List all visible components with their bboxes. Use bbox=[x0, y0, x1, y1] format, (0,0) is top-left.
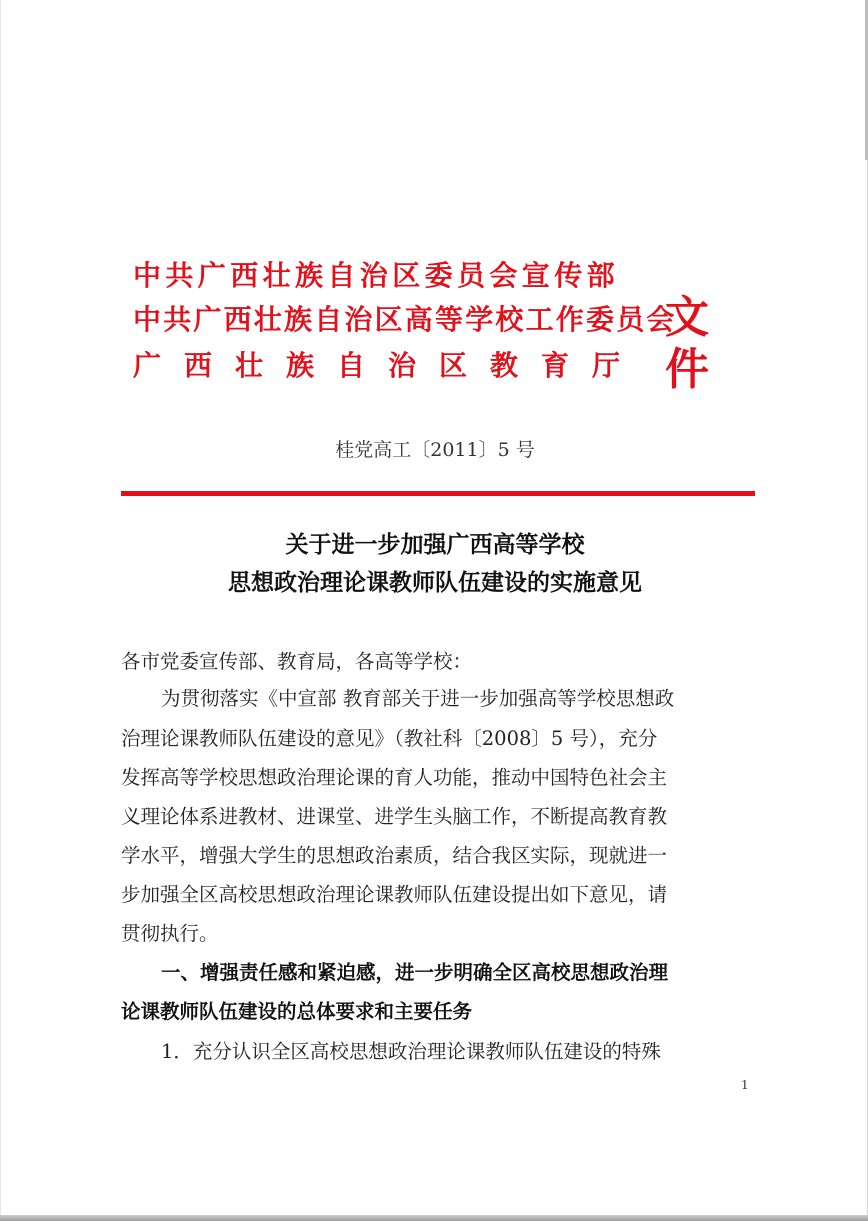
authority-publicity-dept: 中共广西壮族自治区委员会宣传部 bbox=[133, 259, 620, 292]
paragraph-line: 贯彻执行。 bbox=[121, 922, 219, 945]
paragraph-line: 步加强全区高校思想政治理论课教师队伍建设提出如下意见，请 bbox=[121, 883, 668, 906]
paragraph-line: 发挥高等学校思想政治理论课的育人功能，推动中国特色社会主 bbox=[121, 766, 668, 789]
paragraph-line: 为贯彻落实《中宣部 教育部关于进一步加强高等学校思想政 bbox=[161, 687, 675, 710]
page-number: 1 bbox=[741, 1078, 749, 1092]
authority-university-committee: 中共广西壮族自治区高等学校工作委员会 bbox=[133, 303, 677, 336]
authority-education-dept: 广西壮族自治区教育厅 bbox=[133, 349, 644, 382]
list-item: 1．充分认识全区高校思想政治理论课教师队伍建设的特殊 bbox=[161, 1040, 661, 1063]
document-title-line2: 思想政治理论课教师队伍建设的实施意见 bbox=[228, 569, 642, 596]
addressee: 各市党委宣传部、教育局，各高等学校： bbox=[121, 650, 473, 673]
document-label: 文件 bbox=[665, 292, 713, 395]
document-title-line1: 关于进一步加强广西高等学校 bbox=[285, 531, 585, 558]
paragraph-line: 义理论体系进教材、进课堂、进学生头脑工作，不断提高教育教 bbox=[121, 805, 668, 828]
section-heading-line: 论课教师队伍建设的总体要求和主要任务 bbox=[121, 1000, 473, 1023]
document-number: 桂党高工〔2011〕5 号 bbox=[335, 439, 535, 461]
issuing-authorities-header bbox=[133, 256, 758, 395]
section-heading-line: 一、增强责任感和紧迫感，进一步明确全区高校思想政治理 bbox=[161, 961, 669, 984]
paragraph-line: 学水平，增强大学生的思想政治素质，结合我区实际，现就进一 bbox=[121, 844, 668, 867]
page-bottom-edge bbox=[0, 1215, 868, 1221]
paragraph-line: 治理论课教师队伍建设的意见》（教社科〔2008〕5 号），充分 bbox=[121, 727, 658, 750]
red-divider bbox=[121, 491, 755, 496]
